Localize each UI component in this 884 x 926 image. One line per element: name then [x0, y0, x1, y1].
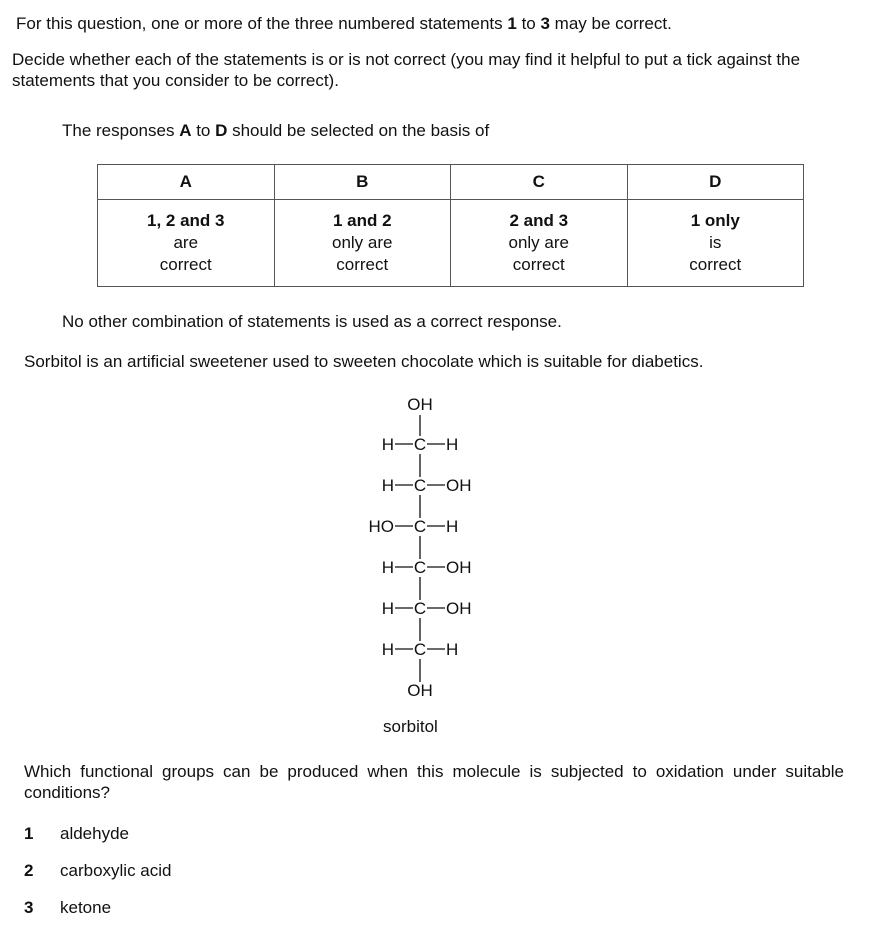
intro-text: For this question, one or more of the three numbered statements 1 to 3 may be correct. [16, 14, 672, 33]
molecule-name: sorbitol [383, 717, 438, 736]
carbon-atom: C [413, 435, 427, 454]
option-3: 3 ketone [24, 898, 112, 917]
no-other-combination-text: No other combination of statements is used as a correct response. [62, 312, 562, 331]
sorbitol-intro-text: Sorbitol is an artificial sweetener used to sweeten chocolate which is suitable for diabetics. [24, 352, 704, 371]
sorbitol-structure [340, 388, 490, 710]
left-substituent: H [381, 435, 394, 454]
left-substituent: H [381, 599, 394, 618]
responses-table [97, 164, 804, 287]
right-substituent: H [446, 640, 459, 659]
right-substituent: OH [446, 599, 472, 618]
option-1: 1 aldehyde [24, 824, 130, 843]
response-header-c: C [451, 165, 628, 200]
bottom-hydroxyl-group: OH [407, 681, 433, 700]
left-substituent: H [381, 640, 394, 659]
right-substituent: OH [446, 476, 472, 495]
option-2: 2 carboxylic acid [24, 861, 172, 880]
response-cell-b: 1 and 2 only are correct [274, 200, 451, 287]
responses-header-row [98, 165, 804, 200]
response-header-d: D [627, 165, 804, 200]
right-substituent: H [446, 435, 459, 454]
left-substituent: HO [368, 517, 394, 536]
response-header-a: A [98, 165, 275, 200]
carbon-atom: C [413, 517, 427, 536]
right-substituent: H [446, 517, 459, 536]
left-substituent: H [381, 558, 394, 577]
responses-lead-text: The responses A to D should be selected on the basis of [62, 121, 490, 140]
carbon-atom: C [413, 640, 427, 659]
response-header-b: B [274, 165, 451, 200]
carbon-atom: C [413, 558, 427, 577]
left-substituent: H [381, 476, 394, 495]
instructions-text: Decide whether each of the statements is or is not correct (you may find it helpful to put a tick against the statements that you consider to be correct). [12, 50, 801, 90]
right-substituent: OH [446, 558, 472, 577]
carbon-atom: C [413, 599, 427, 618]
top-hydroxyl-group: OH [407, 395, 433, 414]
responses-body-row [98, 200, 804, 287]
question-text: Which functional groups can be produced when this molecule is subjected to oxidation under suitable conditions? [24, 762, 844, 802]
carbon-atom: C [413, 476, 427, 495]
response-cell-c: 2 and 3 only are correct [451, 200, 628, 287]
response-cell-a: 1, 2 and 3 are correct [98, 200, 275, 287]
response-cell-d: 1 only is correct [627, 200, 804, 287]
